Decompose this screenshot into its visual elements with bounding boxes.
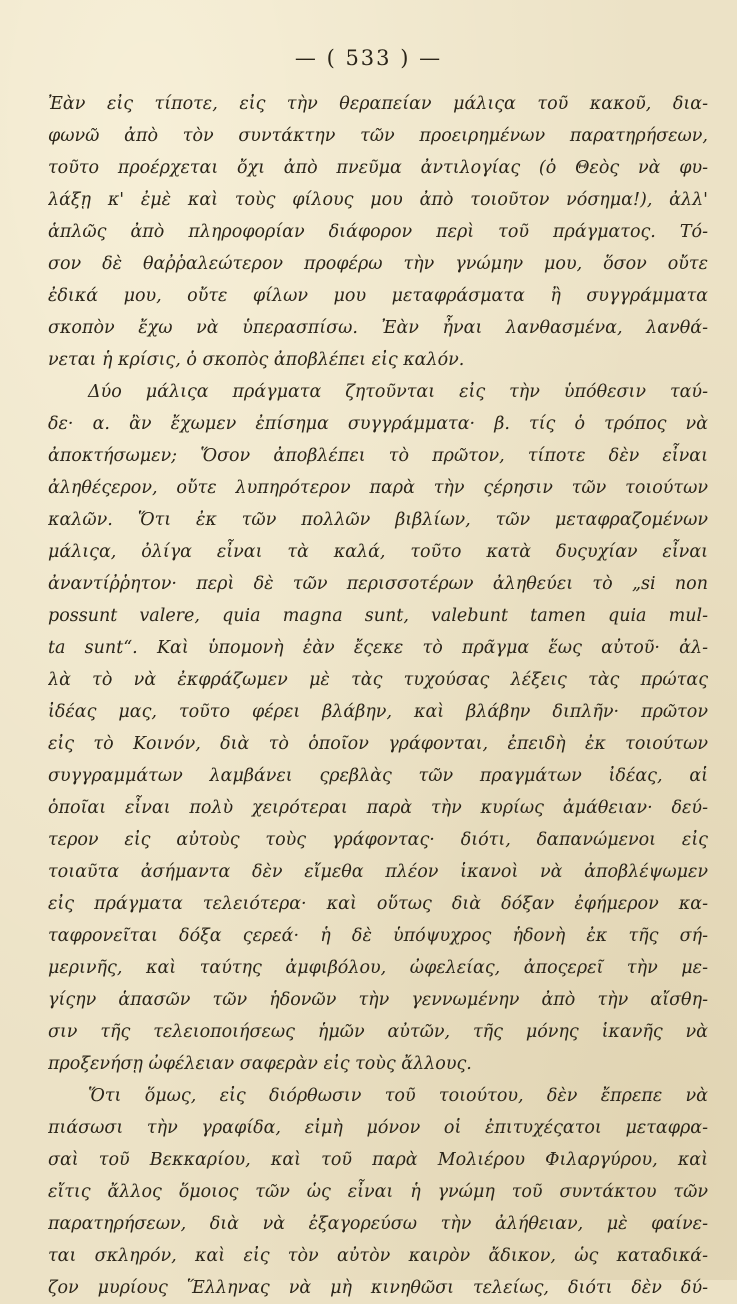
text-line: λάξῃ κ' ἐμὲ καὶ τοὺς φίλους μου ἀπὸ τοιοῦτον νόσημα!), ἀλλ' — [48, 190, 708, 210]
text-line: πιάσωσι τὴν γραφίδα, εἰμὴ μόνον οἱ ἐπιτυχέςατοι μεταφρα- — [48, 1118, 708, 1138]
text-line: Ὅτι ὅμως, εἰς διόρθωσιν τοῦ τοιούτου, δὲν ἔπρεπε νὰ — [88, 1086, 708, 1106]
text-line: μερινῆς, καὶ ταύτης ἀμφιβόλου, ὠφελείας, ἀποςερεῖ τὴν με- — [48, 958, 708, 978]
text-line: τοῦτο προέρχεται ὄχι ἀπὸ πνεῦμα ἀντιλογίας (ὁ Θεὸς νὰ φυ- — [48, 158, 708, 178]
text-line: τοιαῦτα ἀσήμαντα δὲν εἴμεθα πλέον ἱκανοὶ νὰ ἀποβλέψωμεν — [48, 862, 708, 882]
text-line: φωνῶ ἀπὸ τὸν συντάκτην τῶν προειρημένων παρατηρήσεων, — [48, 126, 708, 146]
text-line: ται σκληρόν, καὶ εἰς τὸν αὐτὸν καιρὸν ἄδικον, ὡς καταδικά- — [48, 1246, 708, 1266]
text-line: παρατηρήσεων, διὰ νὰ ἐξαγορεύσω τὴν ἀλήθειαν, μὲ φαίνε- — [48, 1214, 708, 1234]
body-text — [48, 88, 708, 1304]
text-line: λὰ τὸ νὰ ἐκφράζωμεν μὲ τὰς τυχούσας λέξεις τὰς πρώτας — [48, 670, 708, 690]
text-line: καλῶν. Ὅτι ἐκ τῶν πολλῶν βιβλίων, τῶν μεταφραζομένων — [48, 510, 708, 530]
text-line: ταφρονεῖται δόξα ςερεά· ἡ δὲ ὑπόψυχρος ἡδονὴ ἐκ τῆς σή- — [48, 926, 708, 946]
text-line: ὁποῖαι εἶναι πολὺ χειρότεραι παρὰ τὴν κυρίως ἀμάθειαν· δεύ- — [48, 798, 708, 818]
text-line: Ἐὰν εἰς τίποτε, εἰς τὴν θεραπείαν μάλιςα τοῦ κακοῦ, δια- — [48, 94, 708, 114]
text-line: possunt valere, quia magna sunt, valebunt tamen quia mul- — [48, 606, 708, 626]
text-line: Δύο μάλιςα πράγματα ζητοῦνται εἰς τὴν ὑπόθεσιν ταύ- — [88, 382, 708, 402]
text-line: ἁπλῶς ἀπὸ πληροφορίαν διάφορον περὶ τοῦ πράγματος. Τό- — [48, 222, 708, 242]
text-line: σκοπὸν ἔχω νὰ ὑπερασπίσω. Ἐὰν ἦναι λανθασμένα, λανθά- — [48, 318, 708, 338]
text-line: εἴτις ἄλλος ὅμοιος τῶν ὡς εἶναι ἡ γνώμη τοῦ συντάκτου τῶν — [48, 1182, 708, 1202]
text-line: μάλιςα, ὀλίγα εἶναι τὰ καλά, τοῦτο κατὰ δυςυχίαν εἶναι — [48, 542, 708, 562]
page-number-header: — ( 533 ) — — [294, 46, 443, 70]
text-line: ἰδέας μας, τοῦτο φέρει βλάβην, καὶ βλάβην διπλῆν· πρῶτον — [48, 702, 708, 722]
text-line: προξενήσῃ ὠφέλειαν σαφερὰν εἰς τοὺς ἄλλους. — [48, 1054, 472, 1074]
text-line: σαὶ τοῦ Βεκκαρίου, καὶ τοῦ παρὰ Μολιέρου Φιλαργύρου, καὶ — [48, 1150, 708, 1170]
text-line: ἐδικά μου, οὔτε φίλων μου μεταφράσματα ἢ συγγράμματα — [48, 286, 708, 306]
text-line: δε· α. ἂν ἔχωμεν ἐπίσημα συγγράμματα· β. τίς ὁ τρόπος νὰ — [48, 414, 708, 434]
text-line: ta sunt“. Καὶ ὑπομονὴ ἐὰν ἔςεκε τὸ πρᾶγμα ἕως αὐτοῦ· ἀλ- — [48, 638, 708, 658]
text-line: γίςην ἁπασῶν τῶν ἡδονῶν τὴν γεννωμένην ἀπὸ τὴν αἴσθη- — [48, 990, 708, 1010]
text-line: ζον μυρίους Ἕλληνας νὰ μὴ κινηθῶσι τελείως, διότι δὲν δύ- — [48, 1278, 708, 1298]
text-line: τερον εἰς αὐτοὺς τοὺς γράφοντας· διότι, δαπανώμενοι εἰς — [48, 830, 708, 850]
text-line: νεται ἡ κρίσις, ὁ σκοπὸς ἀποβλέπει εἰς καλόν. — [48, 350, 465, 370]
text-line: συγγραμμάτων λαμβάνει ςρεβλὰς τῶν πραγμάτων ἰδέας, αἱ — [48, 766, 708, 786]
text-line: ἀληθέςερον, οὔτε λυπηρότερον παρὰ τὴν ςέρησιν τῶν τοιούτων — [48, 478, 708, 498]
text-line: ἀποκτήσωμεν; Ὅσον ἀποβλέπει τὸ πρῶτον, τίποτε δὲν εἶναι — [48, 446, 708, 466]
text-line: εἰς πράγματα τελειότερα· καὶ οὕτως διὰ δόξαν ἐφήμερον κα- — [48, 894, 708, 914]
text-line: σιν τῆς τελειοποιήσεως ἡμῶν αὐτῶν, τῆς μόνης ἱκανῆς νὰ — [48, 1022, 708, 1042]
text-line: ἀναντίῤῥητον· περὶ δὲ τῶν περισσοτέρων ἀληθεύει τὸ „si non — [48, 574, 708, 594]
text-line: σον δὲ θαῤῥαλεώτερον προφέρω τὴν γνώμην μου, ὅσον οὔτε — [48, 254, 708, 274]
text-line: εἰς τὸ Κοινόν, διὰ τὸ ὁποῖον γράφονται, ἐπειδὴ ἐκ τοιούτων — [48, 734, 708, 754]
